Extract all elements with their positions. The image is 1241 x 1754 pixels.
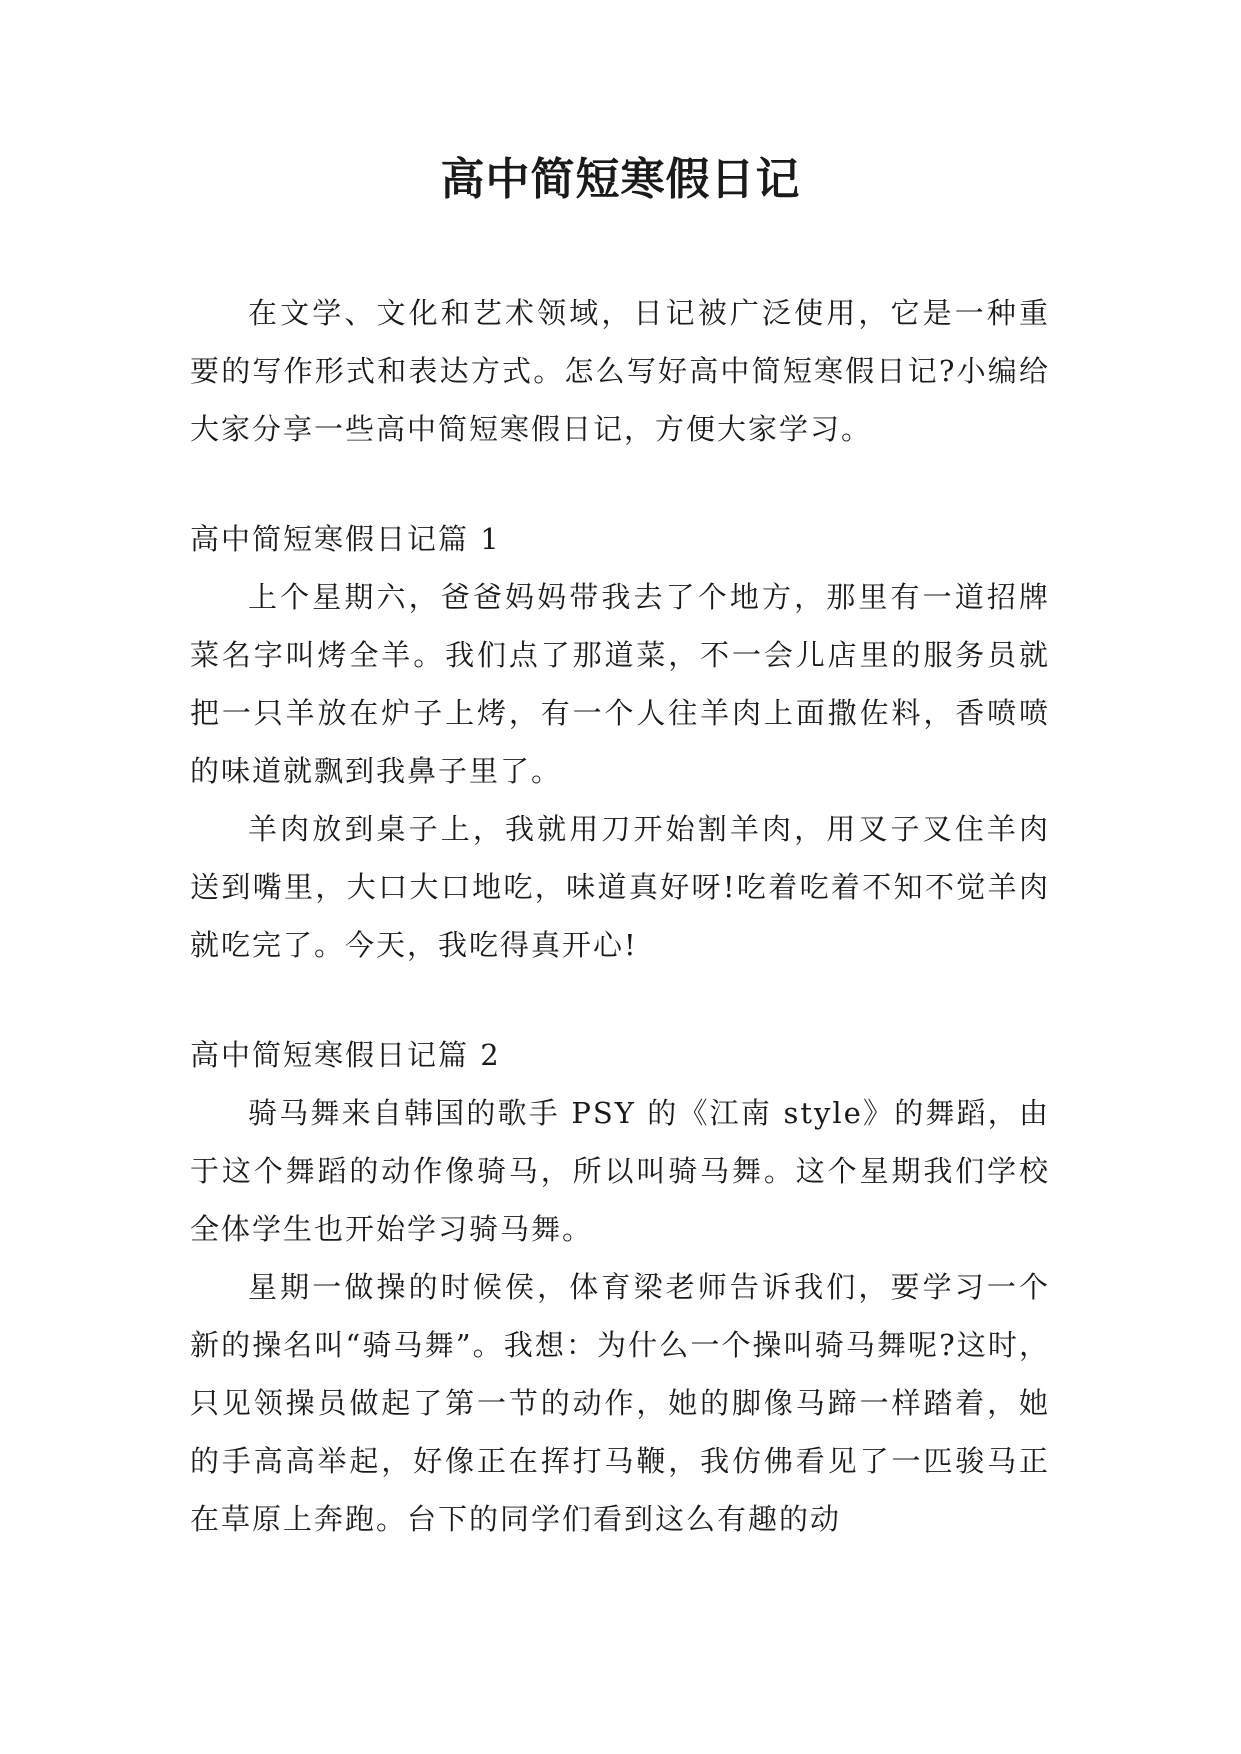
section-2-paragraph-2: 星期一做操的时候侯，体育梁老师告诉我们，要学习一个新的操名叫“骑马舞”。我想：为什么一个操叫骑马舞呢?这时，只见领操员做起了第一节的动作，她的脚像马蹄一样踏着，她的手高高举起，好像正在挥打马鞭，我仿佛看见了一匹骏马正在草原上奔跑。台下的同学们看到这么有趣的动: [190, 1270, 1050, 1536]
section-1-paragraph-1: 上个星期六，爸爸妈妈带我去了个地方，那里有一道招牌菜名字叫烤全羊。我们点了那道菜，不一会儿店里的服务员就把一只羊放在炉子上烤，有一个人往羊肉上面撒佐料，香喷喷的味道就飘到我鼻子里了。: [190, 580, 1050, 788]
section-1-heading: 高中简短寒假日记篇 1: [190, 522, 501, 556]
intro-paragraph: 在文学、文化和艺术领域，日记被广泛使用，它是一种重要的写作形式和表达方式。怎么写好高中简短寒假日记?小编给大家分享一些高中简短寒假日记，方便大家学习。: [190, 296, 1050, 446]
section-1-paragraph-2: 羊肉放到桌子上，我就用刀开始割羊肉，用叉子叉住羊肉送到嘴里，大口大口地吃，味道真好呀!吃着吃着不知不觉羊肉就吃完了。今天，我吃得真开心!: [190, 812, 1050, 962]
section-2-paragraph-1: 骑马舞来自韩国的歌手 PSY 的《江南 style》的舞蹈，由于这个舞蹈的动作像骑马，所以叫骑马舞。这个星期我们学校全体学生也开始学习骑马舞。: [190, 1096, 1050, 1246]
section-2-heading: 高中简短寒假日记篇 2: [190, 1038, 501, 1072]
document-body: [190, 284, 1050, 1548]
section-gap: [190, 458, 1050, 510]
section-gap: [190, 974, 1050, 1026]
document-title: 高中简短寒假日记: [440, 154, 801, 205]
